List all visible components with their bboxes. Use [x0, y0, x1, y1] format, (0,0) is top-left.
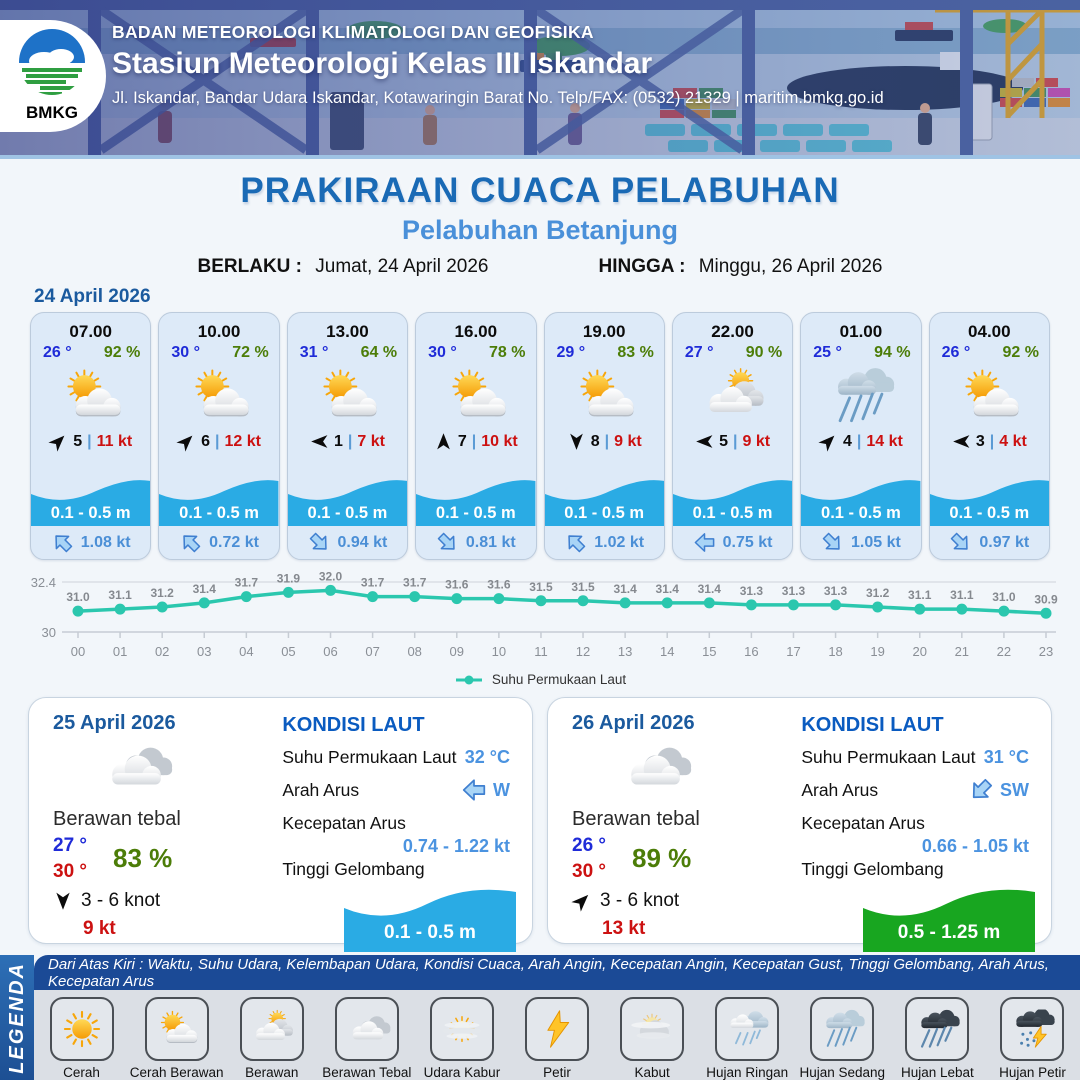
- sea-conditions-title: KONDISI LAUT: [801, 714, 944, 736]
- weather-icon: [309, 367, 385, 425]
- svg-text:31.2: 31.2: [865, 586, 890, 600]
- wave-height: 0.1 - 0.5 m: [564, 504, 645, 522]
- svg-text:31.1: 31.1: [108, 588, 132, 603]
- svg-text:12: 12: [575, 644, 591, 659]
- svg-text:31.1: 31.1: [950, 588, 974, 603]
- separator: |: [989, 432, 995, 450]
- forecast-card: [800, 312, 921, 560]
- temp-max: 30 °: [572, 860, 607, 882]
- valid-to-date: Minggu, 26 April 2026: [698, 256, 883, 277]
- forecast-card: [415, 312, 536, 560]
- current-direction-icon: [303, 526, 336, 559]
- svg-text:31.9: 31.9: [276, 571, 301, 586]
- current-direction-icon: [46, 526, 79, 559]
- weather-icon: [151, 1008, 203, 1050]
- svg-text:14: 14: [659, 644, 675, 659]
- legend-item: [224, 997, 319, 1080]
- svg-text:11: 11: [534, 644, 548, 659]
- legend-icon-box: [50, 997, 114, 1061]
- wave-height-label: Tinggi Gelombang: [282, 859, 425, 879]
- gust-speed: 9 kt: [614, 432, 642, 450]
- wave-height-band: [31, 472, 150, 526]
- chart-series-name: Suhu Permukaan Laut: [491, 672, 627, 687]
- separator: |: [604, 432, 610, 450]
- legend-item-label: Hujan Sedang: [799, 1065, 886, 1080]
- forecast-card: [287, 312, 408, 560]
- wind-speed: 3: [975, 432, 985, 450]
- wind-speed: 4: [843, 432, 852, 450]
- weather-icon: [531, 1008, 583, 1050]
- legend-item-label: Hujan Petir: [999, 1065, 1066, 1080]
- valid-from-label: BERLAKU :: [197, 256, 302, 277]
- legend-caption: Dari Atas Kiri : Waktu, Suhu Udara, Kelembapan Udara, Kondisi Cuaca, Arah Angin, Kecepatan Angin, Kecepatan Gust, Tinggi Gelombang, Arah Arus, Kecepatan Arus: [34, 955, 1080, 990]
- weather-icon: [53, 367, 129, 425]
- wind-speed: 6: [201, 432, 211, 450]
- wind-direction-icon: [695, 432, 714, 451]
- svg-text:06: 06: [323, 644, 338, 659]
- weather-icon: [823, 367, 899, 425]
- legend-item: [129, 997, 224, 1080]
- svg-text:32.0: 32.0: [318, 569, 343, 584]
- wind-range: 3 - 6 knot: [81, 890, 161, 912]
- legend-item: [700, 997, 795, 1080]
- current-speed-label: Kecepatan Arus: [801, 813, 925, 833]
- current-direction-icon: [461, 777, 487, 803]
- svg-text:09: 09: [449, 644, 465, 659]
- daily-date: 25 April 2026: [53, 712, 176, 734]
- current-direction-icon: [174, 526, 207, 559]
- air-temperature: 29 °: [556, 344, 586, 361]
- gust-speed: 12 kt: [224, 432, 261, 450]
- current-direction-icon: [963, 772, 1000, 809]
- humidity: 78 %: [489, 344, 526, 361]
- forecast-card: [929, 312, 1050, 560]
- svg-text:31.5: 31.5: [571, 579, 595, 594]
- current-speed: 0.97 kt: [979, 533, 1030, 551]
- wave-height-badge: [863, 882, 1035, 952]
- weather-icon: [436, 1008, 488, 1050]
- wave-height-band: [545, 472, 664, 526]
- wave-height-band: [801, 472, 920, 526]
- station-address: Jl. Iskandar, Bandar Udara Iskandar, Kotawaringin Barat No. Telp/FAX: (0532) 21329 | maritim.bmkg.go.id: [112, 89, 884, 107]
- svg-text:04: 04: [239, 644, 254, 659]
- legend-item: [34, 997, 129, 1080]
- separator: |: [471, 432, 477, 450]
- svg-text:31.4: 31.4: [655, 581, 679, 596]
- separator: |: [856, 432, 862, 450]
- wave-height-band: [288, 472, 407, 526]
- gust-speed: 11 kt: [96, 432, 133, 450]
- air-temperature: 30 °: [171, 344, 201, 361]
- current-direction: SW: [1000, 779, 1029, 800]
- air-temperature: 25 °: [813, 344, 842, 361]
- legend-item: [605, 997, 700, 1080]
- wave-height-band: [159, 472, 278, 526]
- wave-height-value: 0.5 - 1.25 m: [897, 922, 1001, 943]
- separator: |: [215, 432, 220, 450]
- wind-speed: 5: [73, 432, 83, 450]
- weather-icon: [181, 367, 257, 425]
- temp-min: 26 °: [572, 835, 607, 856]
- humidity: 92 %: [1002, 344, 1039, 361]
- gust-speed: 4 kt: [999, 432, 1027, 450]
- forecast-time: 01.00: [839, 322, 883, 341]
- gust-speed: 9 kt: [742, 432, 771, 450]
- current-speed-range: 0.66 - 1.05 kt: [921, 836, 1029, 856]
- valid-from: [198, 256, 489, 278]
- current-speed: 0.81 kt: [465, 533, 516, 551]
- svg-text:31.2: 31.2: [150, 586, 174, 600]
- port-name: Pelabuhan Betanjung: [401, 215, 679, 245]
- svg-text:31.4: 31.4: [697, 581, 721, 596]
- page-title: PRAKIRAAN CUACA PELABUHAN: [240, 171, 840, 210]
- humidity: 83 %: [617, 344, 654, 361]
- header-banner: [0, 0, 1080, 159]
- gust-speed: 13 kt: [602, 918, 646, 940]
- forecast-time: 19.00: [582, 322, 626, 341]
- svg-text:07: 07: [365, 644, 380, 659]
- weather-icon: [911, 1008, 963, 1050]
- svg-text:BMKG: BMKG: [26, 103, 78, 122]
- svg-text:18: 18: [828, 644, 843, 659]
- legend-item-label: Hujan Lebat: [900, 1065, 974, 1080]
- weather-icon: [626, 1008, 678, 1050]
- legend-item-label: Berawan Tebal: [322, 1065, 412, 1080]
- gust-speed: 10 kt: [481, 432, 518, 450]
- svg-text:22: 22: [996, 644, 1012, 659]
- legend-icon-box: [525, 997, 589, 1061]
- svg-text:13: 13: [617, 644, 633, 659]
- wave-height-band: [673, 472, 792, 526]
- current-speed-label: Kecepatan Arus: [282, 813, 406, 833]
- legend-icon-box: [810, 997, 874, 1061]
- svg-text:01: 01: [112, 644, 128, 659]
- weather-icon: [608, 737, 700, 799]
- legend-item: [509, 997, 604, 1080]
- current-speed-range: 0.74 - 1.22 kt: [402, 836, 510, 856]
- station-name: Stasiun Meteorologi Kelas III Iskandar: [112, 47, 653, 80]
- current-direction-label: Arah Arus: [282, 779, 360, 800]
- forecast-card: [30, 312, 151, 560]
- weather-icon: [695, 367, 771, 425]
- humidity: 92 %: [103, 344, 141, 361]
- svg-text:32.4: 32.4: [30, 575, 56, 590]
- sst-value: 31 °C: [983, 747, 1029, 767]
- svg-text:31.4: 31.4: [192, 581, 216, 596]
- forecast-time: 13.00: [326, 322, 369, 341]
- temp-max: 30 °: [53, 860, 88, 882]
- current-speed: 1.08 kt: [80, 533, 131, 551]
- svg-text:30.9: 30.9: [1034, 592, 1058, 607]
- legend-item-label: Udara Kabur: [423, 1065, 501, 1080]
- separator: |: [87, 432, 92, 450]
- air-temperature: 26 °: [43, 344, 72, 361]
- wind-direction-icon: [45, 428, 72, 455]
- svg-text:31.1: 31.1: [908, 588, 932, 603]
- current-direction-icon: [560, 526, 593, 559]
- svg-text:31.7: 31.7: [234, 575, 259, 590]
- weather-icon: [816, 1008, 868, 1050]
- wind-speed: 8: [590, 432, 600, 450]
- forecast-time: 04.00: [968, 322, 1011, 341]
- valid-to: [599, 256, 883, 278]
- sst-line-chart: [0, 566, 1080, 670]
- svg-text:30: 30: [41, 625, 56, 640]
- svg-text:17: 17: [786, 644, 801, 659]
- legend-item-label: Cerah: [63, 1065, 100, 1080]
- daily-forecast-card: [28, 697, 533, 944]
- sst-chart-section: [0, 566, 1080, 687]
- weather-icon: [56, 1008, 108, 1050]
- air-temperature: 27 °: [684, 344, 714, 361]
- daily-forecast-card: [547, 697, 1052, 944]
- current-speed: 1.05 kt: [851, 533, 901, 551]
- hourly-cards-row: [30, 312, 1050, 560]
- valid-from-date: Jumat, 24 April 2026: [315, 256, 489, 277]
- legend-item: [890, 997, 985, 1080]
- svg-text:23: 23: [1038, 644, 1054, 659]
- wave-height: 0.1 - 0.5 m: [692, 504, 773, 522]
- svg-text:02: 02: [154, 644, 170, 659]
- current-direction-icon: [693, 531, 716, 554]
- weather-icon: [89, 737, 181, 799]
- svg-text:15: 15: [702, 644, 717, 659]
- wind-direction-icon: [952, 432, 971, 451]
- air-temperature: 31 °: [299, 344, 329, 361]
- sst-value: 32 °C: [464, 747, 510, 767]
- svg-text:00: 00: [70, 644, 86, 659]
- wave-height-band: [416, 472, 535, 526]
- wave-height-value: 0.1 - 0.5 m: [384, 922, 476, 943]
- gust-speed: 14 kt: [866, 432, 903, 450]
- svg-text:31.6: 31.6: [445, 577, 469, 592]
- humidity: 64 %: [360, 344, 398, 361]
- svg-text:31.0: 31.0: [66, 590, 90, 605]
- current-direction-icon: [431, 526, 464, 559]
- agency-name: BADAN METEOROLOGI KLIMATOLOGI DAN GEOFISIKA: [112, 22, 594, 42]
- valid-to-label: HINGGA :: [598, 256, 686, 277]
- legend-tab-label: LEGENDA: [5, 961, 28, 1074]
- legend-item: [795, 997, 890, 1080]
- title-section: [0, 159, 1080, 278]
- legend-key-icon: [454, 674, 484, 686]
- legend-icon-box: [620, 997, 684, 1061]
- wind-range: 3 - 6 knot: [600, 890, 680, 912]
- current-direction-icon: [945, 526, 978, 559]
- wave-height-label: Tinggi Gelombang: [801, 859, 944, 879]
- current-direction: W: [493, 779, 510, 800]
- wind-direction-icon: [310, 432, 329, 451]
- separator: |: [732, 432, 738, 450]
- weather-icon: [438, 367, 514, 425]
- wave-height-band: [930, 472, 1049, 526]
- sst-label: Suhu Permukaan Laut: [282, 747, 457, 767]
- legend-icon-box: [715, 997, 779, 1061]
- svg-text:03: 03: [197, 644, 212, 659]
- weather-icon: [1006, 1008, 1058, 1050]
- weather-icon: [566, 367, 642, 425]
- humidity: 83 %: [113, 843, 173, 874]
- wind-direction-icon: [567, 432, 586, 451]
- temp-min: 27 °: [53, 835, 88, 856]
- legend-item-label: Hujan Ringan: [706, 1065, 789, 1080]
- sea-conditions-title: KONDISI LAUT: [282, 714, 425, 736]
- svg-text:05: 05: [281, 644, 296, 659]
- svg-text:31.7: 31.7: [403, 575, 427, 590]
- daily-cards-row: [28, 697, 1052, 944]
- forecast-time: 07.00: [69, 322, 112, 341]
- svg-text:31.3: 31.3: [823, 583, 848, 598]
- weather-condition: Berawan tebal: [53, 808, 181, 830]
- wave-height-badge: [344, 882, 516, 952]
- svg-text:31.4: 31.4: [613, 581, 637, 596]
- chart-legend: [0, 672, 1080, 687]
- wave-height: 0.1 - 0.5 m: [821, 504, 901, 522]
- legend-item-label: Berawan: [245, 1065, 299, 1080]
- wave-height: 0.1 - 0.5 m: [50, 504, 131, 522]
- wave-height: 0.1 - 0.5 m: [307, 504, 388, 522]
- weather-condition: Berawan tebal: [572, 808, 700, 830]
- sst-label: Suhu Permukaan Laut: [801, 747, 976, 767]
- forecast-card: [158, 312, 279, 560]
- forecast-time: 10.00: [197, 322, 241, 341]
- weather-icon: [951, 367, 1027, 425]
- humidity: 94 %: [874, 344, 911, 361]
- gust-speed: 7 kt: [357, 432, 385, 450]
- svg-text:16: 16: [744, 644, 759, 659]
- wind-direction-icon: [173, 428, 200, 455]
- wind-speed: 5: [719, 432, 728, 450]
- bmkg-logo: [14, 26, 90, 126]
- svg-text:08: 08: [407, 644, 422, 659]
- legend-section: [0, 955, 1080, 1080]
- daily-date: 26 April 2026: [572, 712, 695, 734]
- wave-height: 0.1 - 0.5 m: [179, 504, 259, 522]
- svg-text:31.3: 31.3: [739, 583, 764, 598]
- svg-text:31.5: 31.5: [529, 579, 553, 594]
- weather-icon: [721, 1008, 773, 1050]
- forecast-card: [544, 312, 665, 560]
- legend-icon-box: [430, 997, 494, 1061]
- humidity: 90 %: [745, 344, 783, 361]
- forecast-time: 16.00: [454, 322, 498, 341]
- current-direction-icon: [816, 526, 849, 559]
- current-speed: 0.94 kt: [337, 533, 388, 551]
- current-speed: 0.72 kt: [209, 533, 259, 551]
- separator: |: [347, 432, 353, 450]
- forecast-card: [672, 312, 793, 560]
- legend-item-label: Petir: [543, 1065, 571, 1080]
- legend-item-label: Cerah Berawan: [129, 1065, 224, 1080]
- svg-text:10: 10: [491, 644, 507, 659]
- svg-text:31.6: 31.6: [487, 577, 511, 592]
- svg-text:19: 19: [870, 644, 885, 659]
- wind-direction-icon: [53, 891, 73, 911]
- wind-direction-icon: [815, 428, 842, 455]
- forecast-date: 24 April 2026: [34, 286, 151, 307]
- legend-item: [414, 997, 509, 1080]
- gust-speed: 9 kt: [83, 918, 116, 940]
- current-direction-label: Arah Arus: [801, 779, 879, 800]
- current-speed: 0.75 kt: [722, 533, 773, 551]
- legend-icon-box: [905, 997, 969, 1061]
- wave-height: 0.1 - 0.5 m: [949, 504, 1030, 522]
- weather-icon: [246, 1008, 298, 1050]
- humidity: 72 %: [232, 344, 269, 361]
- forecast-time: 22.00: [711, 322, 754, 341]
- air-temperature: 26 °: [941, 344, 971, 361]
- current-speed: 1.02 kt: [594, 533, 645, 551]
- humidity: 89 %: [632, 843, 692, 874]
- wind-direction-icon: [434, 432, 453, 451]
- weather-icon: [341, 1008, 393, 1050]
- legend-icon-box: [335, 997, 399, 1061]
- legend-tab: [0, 955, 34, 1080]
- wind-direction-icon: [568, 887, 596, 915]
- legend-icons-row: [34, 990, 1080, 1080]
- svg-text:31.0: 31.0: [992, 590, 1016, 605]
- wind-speed: 7: [457, 432, 467, 450]
- legend-item: [319, 997, 414, 1080]
- legend-item: [985, 997, 1080, 1080]
- legend-icon-box: [240, 997, 304, 1061]
- wave-height: 0.1 - 0.5 m: [435, 504, 516, 522]
- svg-text:31.3: 31.3: [781, 583, 806, 598]
- air-temperature: 30 °: [428, 344, 457, 361]
- wind-speed: 1: [333, 432, 343, 450]
- legend-icon-box: [145, 997, 209, 1061]
- legend-icon-box: [1000, 997, 1064, 1061]
- svg-text:31.7: 31.7: [360, 575, 385, 590]
- svg-text:21: 21: [954, 644, 970, 659]
- svg-text:20: 20: [912, 644, 927, 659]
- legend-item-label: Kabut: [634, 1065, 670, 1080]
